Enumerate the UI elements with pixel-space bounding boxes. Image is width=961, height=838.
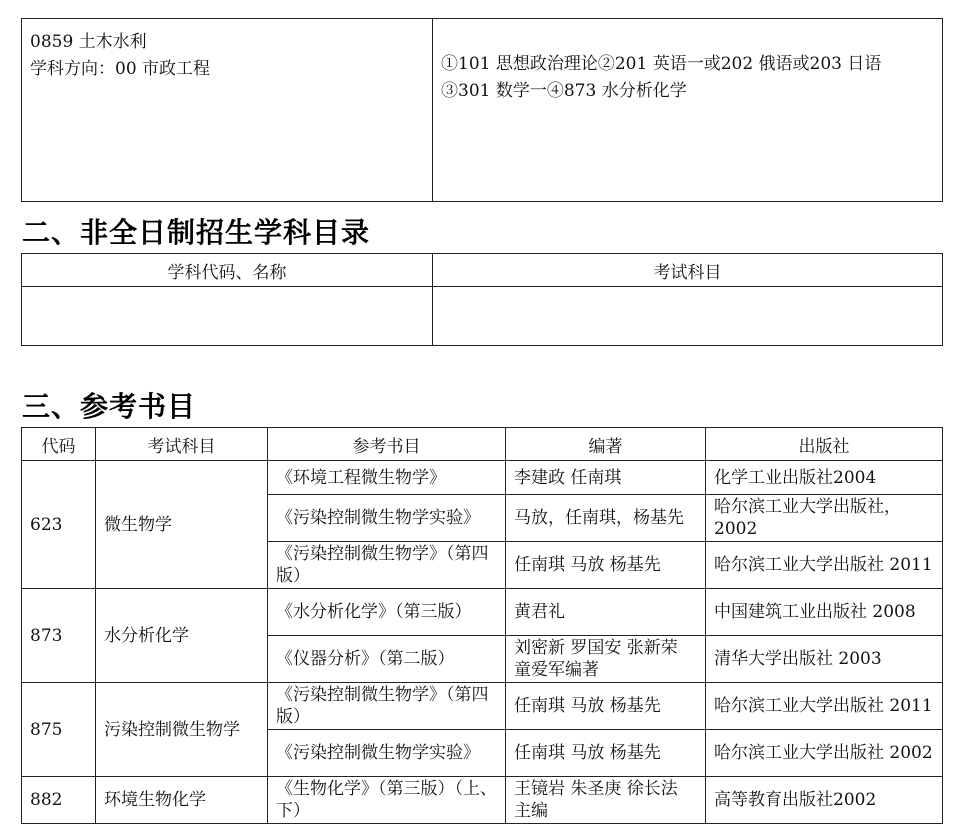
book-title: 《污染控制微生物学》（第四版） bbox=[268, 542, 506, 589]
part-time-empty-row bbox=[22, 287, 943, 346]
empty-cell bbox=[22, 287, 433, 346]
book-author: 刘密新 罗国安 张新荣 童爱军编著 bbox=[506, 636, 706, 683]
book-publisher: 哈尔滨工业大学出版社，2002 bbox=[706, 495, 943, 542]
header-book: 参考书目 bbox=[268, 428, 506, 461]
header-subject: 考试科目 bbox=[96, 428, 268, 461]
program-row bbox=[22, 19, 943, 202]
table-row bbox=[22, 461, 943, 495]
book-publisher: 哈尔滨工业大学出版社 2011 bbox=[706, 542, 943, 589]
book-publisher: 哈尔滨工业大学出版社 2002 bbox=[706, 730, 943, 777]
col-exam-header: 考试科目 bbox=[433, 254, 943, 287]
exam-subjects-line-2: ③301 数学一④873 水分析化学 bbox=[441, 81, 687, 101]
book-publisher: 中国建筑工业出版社 2008 bbox=[706, 589, 943, 636]
book-publisher: 化学工业出版社2004 bbox=[706, 461, 943, 495]
table-row bbox=[22, 589, 943, 636]
section-2-heading: 二、非全日制招生学科目录 bbox=[22, 216, 371, 249]
book-title: 《水分析化学》（第三版） bbox=[268, 589, 506, 636]
part-time-table bbox=[21, 253, 943, 346]
row-subject: 环境生物化学 bbox=[96, 777, 268, 824]
row-subject: 污染控制微生物学 bbox=[96, 683, 268, 777]
program-cell bbox=[22, 19, 433, 202]
book-author: 马放，任南琪，杨基先 bbox=[506, 495, 706, 542]
table-row bbox=[22, 777, 943, 824]
table-row bbox=[22, 683, 943, 730]
program-table bbox=[21, 18, 943, 202]
book-publisher: 哈尔滨工业大学出版社 2011 bbox=[706, 683, 943, 730]
row-code: 882 bbox=[22, 777, 96, 824]
book-title: 《污染控制微生物学实验》 bbox=[268, 730, 506, 777]
col-subject-header: 学科代码、名称 bbox=[22, 254, 433, 287]
book-title: 《生物化学》（第三版）（上、下） bbox=[268, 777, 506, 824]
part-time-header-row bbox=[22, 254, 943, 287]
program-direction: 学科方向：00 市政工程 bbox=[30, 59, 211, 79]
row-code: 873 bbox=[22, 589, 96, 683]
book-author: 任南琪 马放 杨基先 bbox=[506, 683, 706, 730]
book-title: 《污染控制微生物学》（第四版） bbox=[268, 683, 506, 730]
book-publisher: 高等教育出版社2002 bbox=[706, 777, 943, 824]
book-title: 《环境工程微生物学》 bbox=[268, 461, 506, 495]
book-author: 任南琪 马放 杨基先 bbox=[506, 542, 706, 589]
header-author: 编著 bbox=[506, 428, 706, 461]
book-title: 《仪器分析》（第二版） bbox=[268, 636, 506, 683]
program-code: 0859 土木水利 bbox=[30, 32, 147, 52]
empty-cell bbox=[433, 287, 943, 346]
header-code: 代码 bbox=[22, 428, 96, 461]
book-title: 《污染控制微生物学实验》 bbox=[268, 495, 506, 542]
book-author: 王镜岩 朱圣庚 徐长法 主编 bbox=[506, 777, 706, 824]
book-author: 黄君礼 bbox=[506, 589, 706, 636]
row-code: 875 bbox=[22, 683, 96, 777]
header-publisher: 出版社 bbox=[706, 428, 943, 461]
row-subject: 微生物学 bbox=[96, 461, 268, 589]
row-code: 623 bbox=[22, 461, 96, 589]
reference-books-table bbox=[21, 427, 943, 824]
book-publisher: 清华大学出版社 2003 bbox=[706, 636, 943, 683]
exam-subjects-line-1: ①101 思想政治理论②201 英语一或202 俄语或203 日语 bbox=[441, 54, 882, 74]
reference-header-row bbox=[22, 428, 943, 461]
row-subject: 水分析化学 bbox=[96, 589, 268, 683]
book-author: 李建政 任南琪 bbox=[506, 461, 706, 495]
section-3-heading: 三、参考书目 bbox=[22, 390, 197, 423]
exam-subjects-cell bbox=[433, 19, 943, 202]
book-author: 任南琪 马放 杨基先 bbox=[506, 730, 706, 777]
